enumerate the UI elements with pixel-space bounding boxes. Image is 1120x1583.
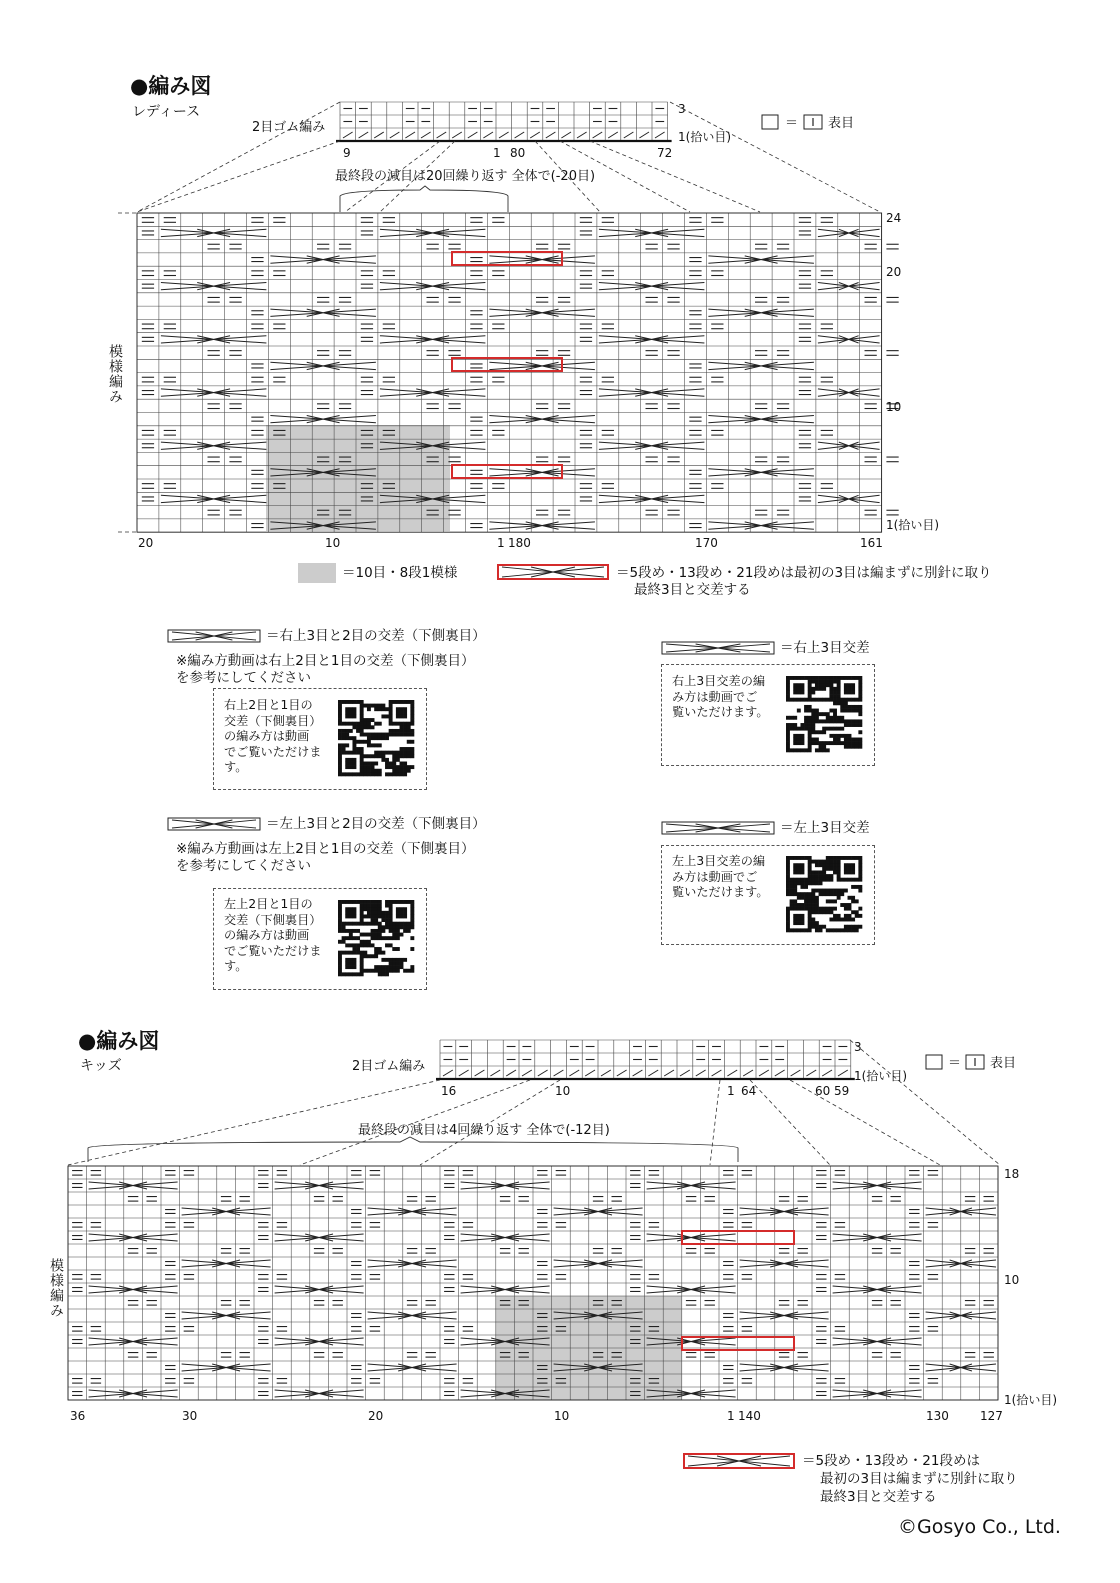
left-32-box-line: の編み方は動画: [224, 928, 310, 942]
left-3-symbol-lines: [666, 824, 770, 832]
ladies-cable-symbol: [708, 309, 814, 316]
kids-rib-pickup: [775, 1070, 785, 1076]
kids-rib-pickup: [680, 1070, 690, 1076]
ladies-cable-symbol: [270, 416, 376, 423]
ladies-cable-symbol: [818, 495, 880, 502]
right-32-symbol-lines: [172, 632, 256, 640]
ladies-legend-plain-text: 表目: [828, 116, 855, 131]
kids-rib-pickup: [617, 1070, 627, 1076]
kids-cable-symbol: [182, 1312, 271, 1319]
ladies-rib-pickup: [437, 132, 447, 138]
left-32-note2: を参考にしてください: [176, 858, 311, 874]
kids-cable-symbol: [368, 1364, 457, 1371]
right-32-note1: ※編み方動画は右上2目と1目の交差（下側裏目）: [176, 653, 475, 669]
kids-rib-pickup: [475, 1070, 485, 1076]
ladies-legend-red-swatch-lines: [502, 567, 604, 577]
ladies-pattern-label: 模様編み: [107, 344, 123, 404]
kids-rib-pickup: [459, 1070, 469, 1076]
right-32-note2: を参考にしてください: [176, 670, 311, 686]
kids-col-20: 20: [368, 1409, 384, 1423]
ladies-decrease-bracket: [340, 186, 508, 212]
ladies-cable-symbol: [489, 362, 595, 369]
kids-cable-symbol: [89, 1338, 178, 1345]
kids-rib-label: 2目ゴム編み: [352, 1059, 426, 1074]
ladies-legend-eq: ＝: [785, 116, 799, 131]
kids-legend-red-2: 最初の3目は編まずに別針に取り: [820, 1471, 1018, 1487]
ladies-cable-symbol: [161, 336, 267, 343]
ladies-cable-symbol: [270, 256, 376, 263]
ladies-rib-pickup: [561, 132, 571, 138]
ladies-cable-symbol: [708, 362, 814, 369]
ladies-cable-symbol: [161, 495, 267, 502]
ladies-legend-red-2: 最終3目と交差する: [634, 582, 751, 598]
ladies-cable-symbol: [161, 442, 267, 449]
ladies-rib-pickup: [483, 132, 493, 138]
left-3-box-text: [672, 854, 769, 901]
left-32-box-line: す。: [224, 959, 248, 973]
ladies-projection-line: [590, 141, 760, 212]
ladies-cable-symbol: [161, 283, 267, 290]
right-3-symbol-lines: [666, 644, 770, 652]
kids-cable-symbol: [554, 1208, 643, 1215]
ladies-repeat-shade: [266, 425, 450, 531]
right-3-box-line: み方は動画でご: [672, 689, 758, 704]
kids-col-130: 130: [926, 1409, 949, 1423]
kids-rib-pickup: [538, 1070, 548, 1076]
ladies-rib-pickup: [546, 132, 556, 138]
ladies-rib-pickup: [608, 132, 618, 138]
ladies-col-1: 1: [497, 536, 505, 550]
kids-cable-symbol: [275, 1182, 364, 1189]
kids-legend-plain-text: 表目: [990, 1056, 1017, 1071]
kids-rib-pickup: [791, 1070, 801, 1076]
kids-rib-num-16: 16: [441, 1084, 457, 1098]
right-32-box-line: 右上2目と1目の: [224, 698, 313, 712]
kids-cable-symbol: [740, 1364, 829, 1371]
left-32-symbol-lines: [172, 820, 256, 828]
ladies-rib-pickup: [390, 132, 400, 138]
left-32-box-line: でご覧いただけま: [224, 943, 322, 958]
kids-rib-pickup: [727, 1070, 737, 1076]
kids-cable-symbol: [647, 1182, 736, 1189]
ladies-col-20: 20: [138, 536, 154, 550]
kids-cable-symbol: [182, 1260, 271, 1267]
kids-cable-symbol: [461, 1182, 550, 1189]
left-32-label: ＝左上3目と2目の交差（下側裏目）: [266, 816, 486, 832]
kids-col-127: 127: [980, 1409, 1003, 1423]
kids-legend-red-1: ＝5段め・13段め・21段めは: [802, 1453, 980, 1469]
left-3-box-line: 左上3目交差の編: [672, 854, 766, 868]
kids-col-10: 10: [554, 1409, 570, 1423]
kids-cable-symbol: [740, 1312, 829, 1319]
ladies-rib-pickup: [530, 132, 540, 138]
ladies-decrease-note: 最終段の減目は20回繰り返す 全体で(-20目): [335, 169, 596, 184]
kids-rib-pickup: [712, 1070, 722, 1076]
ladies-cable-symbol: [380, 389, 486, 396]
kids-cable-symbol: [89, 1182, 178, 1189]
ladies-cable-symbol: [489, 416, 595, 423]
right-3-box-line: 右上3目交差の編: [672, 674, 766, 688]
ladies-rib-pickup: [405, 132, 415, 138]
kids-rib-pickup: [601, 1070, 611, 1076]
kids-title: ●編み図: [78, 1029, 160, 1053]
kids-rib-num-59: 59: [834, 1084, 850, 1098]
ladies-row-24: 24: [886, 211, 902, 225]
ladies-rib-pickup: [499, 132, 509, 138]
right-3-label: ＝右上3目交差: [780, 640, 870, 656]
kids-cable-symbol: [833, 1234, 922, 1241]
kids-row-18: 18: [1004, 1167, 1020, 1181]
kids-rib-pickup: [490, 1070, 500, 1076]
ladies-legend-red-1: ＝5段め・13段め・21段めは最初の3目は編まずに別針に取り: [616, 565, 992, 581]
kids-cable-symbol: [368, 1208, 457, 1215]
ladies-rib-pickup: [577, 132, 587, 138]
ladies-cable-symbol: [599, 495, 705, 502]
kids-cable-symbol: [740, 1260, 829, 1267]
ladies-cable-symbol: [818, 336, 880, 343]
left-3-label: ＝左上3目交差: [780, 820, 870, 836]
right-32-box-line: 交差（下側裏目）: [224, 713, 322, 728]
kids-col-30: 30: [182, 1409, 198, 1423]
kids-rib-row-bottom: 1(拾い目): [854, 1069, 907, 1083]
kids-cable-symbol: [182, 1364, 271, 1371]
kids-rib-pickup: [822, 1070, 832, 1076]
kids-rib-pickup: [443, 1070, 453, 1076]
right-32-box-text: [224, 698, 322, 776]
ladies-col-10: 10: [325, 536, 341, 550]
ladies-col-170: 170: [695, 536, 718, 550]
left-32-box-text: [224, 897, 322, 975]
right-32-box-line: の編み方は動画: [224, 729, 310, 743]
ladies-cable-symbol: [380, 283, 486, 290]
kids-projection-line: [790, 1080, 940, 1165]
kids-legend-red-swatch-lines: [688, 1456, 790, 1466]
kids-legend-plain-box: [926, 1055, 942, 1069]
kids-col-140: 140: [738, 1409, 761, 1423]
ladies-rib-num-80: 80: [510, 146, 526, 160]
kids-rib-num-10: 10: [555, 1084, 571, 1098]
kids-cable-symbol: [275, 1234, 364, 1241]
ladies-legend-repeat-swatch: [298, 563, 336, 583]
kids-projection-line: [710, 1080, 720, 1165]
kids-cable-symbol: [833, 1390, 922, 1397]
kids-cable-symbol: [368, 1260, 457, 1267]
kids-rib-pickup: [506, 1070, 516, 1076]
ladies-cable-symbol: [380, 229, 486, 236]
kids-rib-pickup: [664, 1070, 674, 1076]
ladies-projection-line: [137, 141, 340, 212]
right-32-box-line: でご覧いただけま: [224, 744, 322, 759]
kids-cable-symbol: [461, 1234, 550, 1241]
ladies-legend-repeat: ＝10目・8段1模様: [342, 565, 458, 581]
kids-decrease-bracket: [88, 1137, 738, 1162]
ladies-red-cross-marker: [452, 358, 562, 371]
ladies-cable-symbol: [270, 362, 376, 369]
kids-pattern-label: 模様編み: [48, 1258, 64, 1318]
ladies-cable-symbol: [161, 229, 267, 236]
kids-row-10: 10: [1004, 1273, 1020, 1287]
kids-rib-pickup: [585, 1070, 595, 1076]
ladies-subtitle: レディース: [132, 104, 201, 120]
kids-subtitle: キッズ: [80, 1058, 122, 1074]
kids-rib-pickup: [759, 1070, 769, 1076]
ladies-cable-symbol: [489, 522, 595, 529]
ladies-cable-symbol: [599, 442, 705, 449]
ladies-cable-symbol: [708, 522, 814, 529]
ladies-legend-plain-box: [762, 115, 778, 129]
ladies-rib-pickup: [468, 132, 478, 138]
kids-cable-symbol: [647, 1234, 736, 1241]
copyright: ©Gosyo Co., Ltd.: [898, 1516, 1061, 1538]
ladies-rib-label: 2目ゴム編み: [252, 120, 326, 135]
ladies-cable-symbol: [380, 336, 486, 343]
ladies-rib-pickup: [593, 132, 603, 138]
kids-rib-pickup: [554, 1070, 564, 1076]
ladies-rib-pickup: [421, 132, 431, 138]
ladies-cable-symbol: [489, 469, 595, 476]
ladies-rib-pickup: [452, 132, 462, 138]
ladies-row-20: 20: [886, 265, 902, 279]
ladies-cable-symbol: [818, 229, 880, 236]
ladies-cable-symbol: [161, 389, 267, 396]
kids-col-1: 1: [727, 1409, 735, 1423]
ladies-cable-symbol: [489, 309, 595, 316]
kids-red-cross-marker: [682, 1231, 794, 1244]
ladies-rib-pickup: [639, 132, 649, 138]
kids-cable-symbol: [89, 1286, 178, 1293]
left-3-box-line: み方は動画でご: [672, 869, 758, 884]
kids-rib-pickup: [838, 1070, 848, 1076]
ladies-rib-num-1: 1: [493, 146, 501, 160]
ladies-rib-pickup: [343, 132, 353, 138]
ladies-cable-symbol: [818, 283, 880, 290]
left-3-box-line: 覧いただけます。: [672, 885, 769, 899]
left-32-box-line: 左上2目と1目の: [224, 897, 313, 911]
kids-row-1: 1(拾い目): [1004, 1393, 1057, 1407]
right-3-box-text: [672, 674, 769, 721]
ladies-legend-plain: [785, 112, 798, 131]
kids-col-36: 36: [70, 1409, 86, 1423]
ladies-cable-symbol: [599, 283, 705, 290]
kids-cable-symbol: [275, 1338, 364, 1345]
kids-cable-symbol: [740, 1208, 829, 1215]
kids-cable-symbol: [89, 1390, 178, 1397]
kids-cable-symbol: [89, 1234, 178, 1241]
ladies-rib-pickup: [515, 132, 525, 138]
kids-cable-symbol: [554, 1260, 643, 1267]
ladies-cable-symbol: [270, 309, 376, 316]
ladies-cable-symbol: [599, 389, 705, 396]
right-32-box-line: す。: [224, 760, 248, 774]
kids-rib-pickup: [569, 1070, 579, 1076]
ladies-row-10: 10: [886, 400, 902, 414]
ladies-col-161: 161: [860, 536, 883, 550]
kids-rib-pickup: [806, 1070, 816, 1076]
left-32-note1: ※編み方動画は左上2目と1目の交差（下側裏目）: [176, 841, 475, 857]
ladies-row-1: 1(拾い目): [886, 518, 939, 532]
ladies-rib-row-bottom: 1(拾い目): [678, 130, 731, 144]
kids-projection-line: [850, 1040, 1000, 1165]
right-32-label: ＝右上3目と2目の交差（下側裏目）: [266, 628, 486, 644]
ladies-rib-num-9: 9: [343, 146, 351, 160]
kids-rib-num-64: 64: [741, 1084, 757, 1098]
ladies-rib-pickup: [624, 132, 634, 138]
ladies-cable-symbol: [708, 469, 814, 476]
ladies-col-180: 180: [508, 536, 531, 550]
ladies-rib-num-72: 72: [657, 146, 673, 160]
kids-rib-row-top: 3: [854, 1040, 862, 1054]
ladies-cable-symbol: [708, 416, 814, 423]
kids-cable-symbol: [833, 1182, 922, 1189]
right-3-box-line: 覧いただけます。: [672, 705, 769, 719]
ladies-rib-pickup: [359, 132, 369, 138]
kids-cable-symbol: [275, 1390, 364, 1397]
ladies-title: ●編み図: [130, 74, 212, 98]
kids-cable-symbol: [461, 1286, 550, 1293]
kids-rib-num-1: 1: [727, 1084, 735, 1098]
kids-legend-eq: ＝: [948, 1056, 962, 1071]
ladies-cable-symbol: [599, 336, 705, 343]
left-32-box-line: 交差（下側裏目）: [224, 912, 322, 927]
kids-cable-symbol: [368, 1312, 457, 1319]
kids-cable-symbol: [275, 1286, 364, 1293]
kids-legend-red-3: 最終3目と交差する: [820, 1489, 937, 1505]
kids-rib-pickup: [522, 1070, 532, 1076]
ladies-cable-symbol: [489, 256, 595, 263]
kids-cable-symbol: [182, 1208, 271, 1215]
ladies-cable-symbol: [599, 229, 705, 236]
kids-rib-pickup: [743, 1070, 753, 1076]
kids-rib-pickup: [633, 1070, 643, 1076]
kids-rib-pickup: [648, 1070, 658, 1076]
kids-cable-symbol: [647, 1286, 736, 1293]
ladies-cable-symbol: [818, 389, 880, 396]
ladies-cable-symbol: [818, 442, 880, 449]
kids-decrease-note: 最終段の減目は4回繰り返す 全体で(-12目): [358, 1123, 610, 1138]
ladies-rib-pickup: [374, 132, 384, 138]
kids-rib-num-60: 60: [815, 1084, 831, 1098]
kids-rib-pickup: [696, 1070, 706, 1076]
ladies-cable-symbol: [708, 256, 814, 263]
ladies-rib-pickup: [655, 132, 665, 138]
kids-cable-symbol: [833, 1286, 922, 1293]
kids-cable-symbol: [833, 1338, 922, 1345]
ladies-rib-row-top: 3: [678, 102, 686, 116]
